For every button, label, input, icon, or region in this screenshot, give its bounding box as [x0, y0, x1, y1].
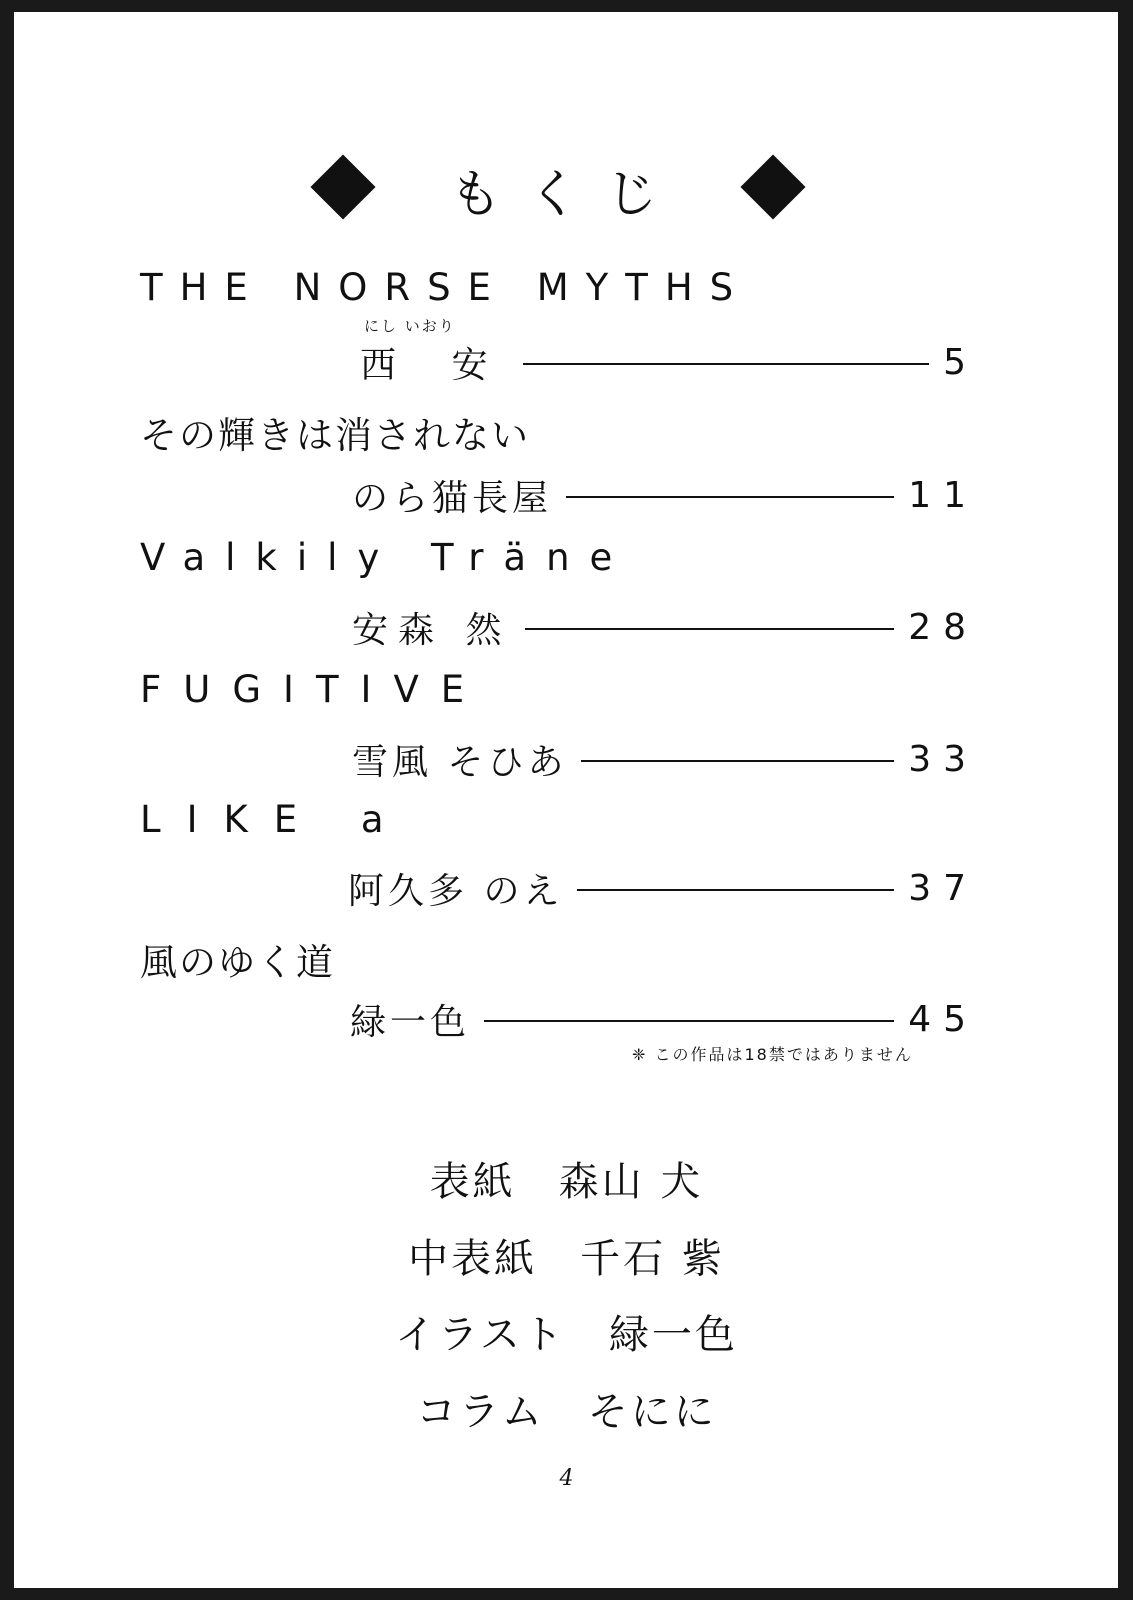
entry-author-3: 安森 然	[352, 609, 512, 651]
dotted-leader	[525, 628, 894, 630]
credit-name: 森山 犬	[558, 1159, 704, 1205]
credit-role: 中表紙	[408, 1236, 538, 1282]
credit-row-illustration	[0, 1303, 1133, 1360]
entry-author-2: のら猫長屋	[352, 477, 553, 519]
entry-page-3: 28	[908, 606, 978, 648]
entry-title-4: FUGITIVE	[140, 668, 487, 711]
entry-page-2: 11	[908, 474, 978, 516]
entry-page-1: 5	[943, 341, 978, 383]
entry-page-4: 33	[908, 738, 978, 780]
credit-row-cover	[0, 1150, 1133, 1207]
entry-page-5: 37	[908, 867, 978, 909]
entry-title-6: 風のゆく道	[140, 941, 335, 984]
entry-title-1: THE NORSE MYTHS	[140, 266, 751, 309]
entry-author-row-4	[352, 737, 978, 781]
entry-title-2: その輝きは消されない	[140, 414, 530, 457]
dotted-leader	[577, 889, 894, 891]
entry-author-1: 西 安	[360, 344, 510, 386]
entry-author-6: 緑一色	[350, 1001, 471, 1043]
credit-row-column	[0, 1380, 1133, 1437]
credit-name: そにに	[587, 1389, 717, 1435]
age-rating-note: ❈ この作品は18禁ではありません	[632, 1045, 913, 1064]
credit-role: 表紙	[429, 1159, 516, 1205]
credit-name: 千石 紫	[580, 1236, 725, 1282]
entry-title-3: Valkily Träne	[140, 536, 633, 579]
author-ruby-1: にし いおり	[364, 317, 456, 335]
page-number: 4	[559, 1466, 574, 1491]
entry-page-6: 45	[908, 998, 978, 1040]
dotted-leader	[523, 363, 929, 365]
credit-name: 緑一色	[608, 1312, 738, 1358]
dotted-leader	[484, 1020, 894, 1022]
credit-row-inner-cover	[0, 1227, 1133, 1284]
credit-role: コラム	[416, 1389, 545, 1435]
entry-author-row-3	[352, 605, 978, 649]
entry-author-row-1	[360, 340, 978, 384]
entry-author-5: 阿久多 のえ	[348, 870, 564, 912]
entry-author-row-2	[352, 473, 978, 517]
toc-title: もくじ	[449, 165, 684, 225]
dotted-leader	[566, 496, 894, 498]
entry-author-4: 雪風 そひあ	[352, 741, 568, 783]
entry-author-row-5	[348, 866, 978, 910]
entry-author-row-6	[350, 997, 978, 1041]
credit-role: イラスト	[395, 1312, 566, 1358]
dotted-leader	[581, 760, 894, 762]
entry-title-5: LIKE a	[140, 798, 410, 841]
